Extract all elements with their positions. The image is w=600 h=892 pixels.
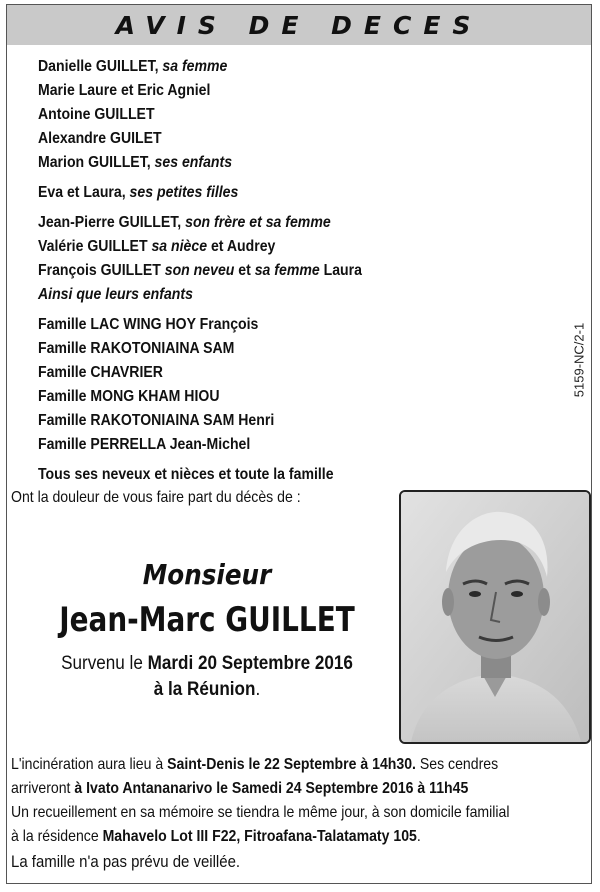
family-member-line: [38, 151, 460, 175]
family-member-line: [38, 127, 460, 151]
ceremony-line: [11, 753, 574, 777]
member-name: Antoine GUILLET: [38, 106, 155, 123]
member-name: Marion GUILLET,: [38, 154, 155, 171]
member-name: Jean-Pierre GUILLET,: [38, 214, 186, 231]
deceased-name: Jean-Marc GUILLET: [59, 600, 355, 640]
member-name: Famille LAC WING HOY François: [38, 316, 259, 333]
home-address: Mahavelo Lot III F22, Fitroafana-Talatamaty 105: [102, 828, 417, 845]
relation-text: son frère et sa femme: [185, 214, 331, 231]
relation-text: Ainsi que leurs enfants: [38, 286, 193, 303]
death-place: à la Réunion: [153, 679, 256, 700]
ceremony-text: Ses cendres: [415, 756, 499, 773]
family-list: [38, 55, 518, 487]
death-date-place: [27, 651, 387, 703]
ceremony-text: .: [416, 828, 421, 845]
relation-text: ses petites filles: [129, 184, 239, 201]
family-member-line: [38, 361, 460, 385]
relation-text: son neveu: [164, 262, 235, 279]
notice-frame: [6, 4, 592, 884]
cremation-place-date: Saint-Denis le 22 Septembre à 14h30.: [167, 756, 416, 773]
family-member-line: [38, 283, 460, 307]
ceremony-details: [11, 753, 574, 875]
family-member-line: [38, 313, 460, 337]
notice-title: AVIS DE DECES: [115, 10, 483, 40]
member-name: Danielle GUILLET,: [38, 58, 163, 75]
family-member-line: [38, 463, 460, 487]
no-vigil-note: La famille n'a pas prévu de veillée.: [11, 852, 241, 871]
family-member-line: [38, 259, 460, 283]
ceremony-line: [11, 777, 574, 801]
family-member-line: [38, 181, 460, 205]
member-name: et: [234, 262, 255, 279]
member-name: Famille RAKOTONIAINA SAM: [38, 340, 235, 357]
relation-text: sa femme: [162, 58, 228, 75]
family-member-line: [38, 337, 460, 361]
ceremony-line: Un recueillement en sa mémoire se tiendra le même jour, à son domicile familial: [11, 804, 510, 821]
ceremony-text: arriveront: [11, 780, 75, 797]
relation-text: ses enfants: [154, 154, 233, 171]
member-name: Tous ses neveux et nièces et toute la famille: [38, 466, 334, 483]
reference-code: 5159-NC/2-1: [571, 322, 587, 398]
notice-header: [7, 5, 591, 45]
deceased-honorific: Monsieur: [142, 558, 272, 591]
member-name: Alexandre GUILET: [38, 130, 162, 147]
member-name: et Audrey: [207, 238, 276, 255]
family-member-line: [38, 433, 460, 457]
death-place-end: .: [255, 679, 261, 700]
member-name: Laura: [319, 262, 362, 279]
member-name: François GUILLET: [38, 262, 165, 279]
ceremony-line: [11, 825, 574, 849]
relation-text: sa femme: [254, 262, 320, 279]
relation-text: sa nièce: [151, 238, 208, 255]
ceremony-text: L'incinération aura lieu à: [11, 756, 168, 773]
member-name: Famille RAKOTONIAINA SAM Henri: [38, 412, 275, 429]
member-name: Famille CHAVRIER: [38, 364, 163, 381]
member-name: Famille MONG KHAM HIOU: [38, 388, 220, 405]
death-date: Mardi 20 Septembre 2016: [147, 653, 353, 674]
member-name: Marie Laure et Eric Agniel: [38, 82, 211, 99]
family-member-line: [38, 211, 460, 235]
announcement-intro: Ont la douleur de vous faire part du décès de :: [11, 489, 301, 506]
member-name: Eva et Laura,: [38, 184, 130, 201]
ashes-arrival: à Ivato Antananarivo le Samedi 24 Septembre 2016 à 11h45: [74, 780, 469, 797]
survenu-label: Survenu le: [61, 653, 148, 674]
family-member-line: [38, 385, 460, 409]
family-member-line: [38, 79, 460, 103]
deceased-photo: [399, 490, 591, 744]
family-member-line: [38, 55, 460, 79]
member-name: Valérie GUILLET: [38, 238, 152, 255]
portrait-image: [401, 492, 589, 742]
family-member-line: [38, 103, 460, 127]
family-member-line: [38, 409, 460, 433]
ceremony-text: à la résidence: [11, 828, 103, 845]
family-member-line: [38, 235, 460, 259]
member-name: Famille PERRELLA Jean-Michel: [38, 436, 251, 453]
